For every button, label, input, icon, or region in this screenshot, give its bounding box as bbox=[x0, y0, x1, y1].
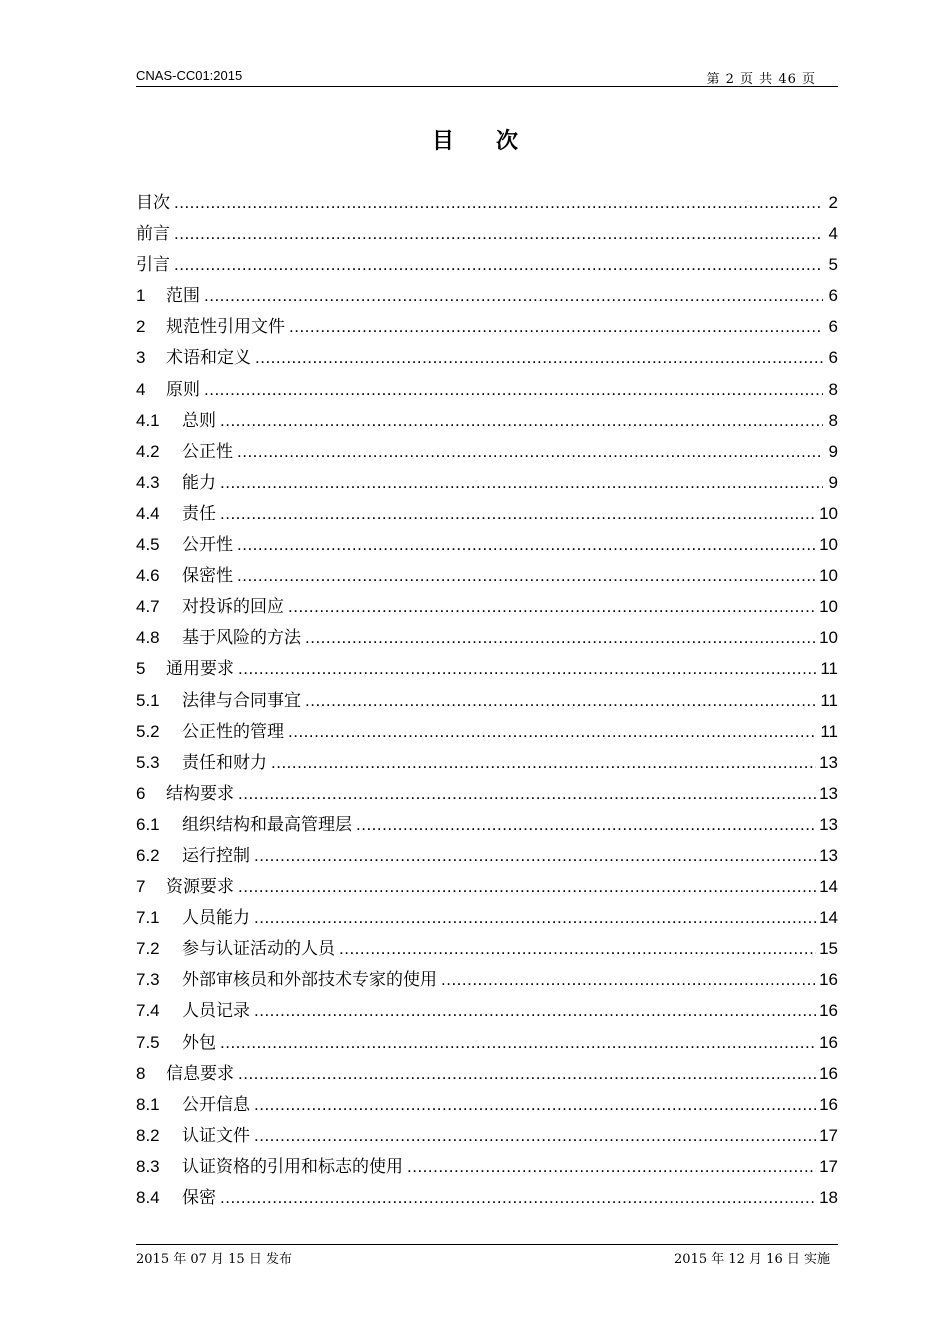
toc-entry-number: 4.3 bbox=[136, 472, 160, 492]
toc-entry-number: 8 bbox=[136, 1063, 146, 1083]
toc-dot-leader bbox=[174, 187, 823, 218]
toc-entry-page: 6 bbox=[828, 348, 838, 368]
toc-entry[interactable] bbox=[136, 374, 838, 405]
toc-entry-title: 责任 bbox=[182, 503, 216, 524]
toc-entry-page: 18 bbox=[819, 1188, 838, 1207]
toc-entry-number: 5.3 bbox=[136, 752, 160, 772]
page-header bbox=[136, 66, 838, 87]
publish-date: 2015 年 07 月 15 日 发布 bbox=[136, 1252, 292, 1267]
toc-entry[interactable] bbox=[136, 1182, 838, 1213]
toc-entry-number: 6.2 bbox=[136, 845, 160, 865]
toc-entry-title: 认证文件 bbox=[182, 1125, 250, 1146]
toc-entry-number: 5.2 bbox=[136, 721, 160, 741]
toc-entry[interactable] bbox=[136, 1058, 838, 1089]
toc-entry-page: 11 bbox=[820, 721, 838, 741]
toc-entry-number: 7.1 bbox=[136, 908, 160, 928]
toc-entry[interactable] bbox=[136, 1120, 838, 1151]
toc-entry-title: 人员记录 bbox=[182, 1001, 250, 1022]
toc-entry-number: 4.5 bbox=[136, 535, 160, 555]
toc-entry-title: 保密性 bbox=[182, 566, 233, 587]
toc-entry-title: 运行控制 bbox=[182, 845, 250, 866]
toc-entry-page: 8 bbox=[828, 379, 838, 399]
toc-entry[interactable] bbox=[136, 591, 838, 622]
toc-entry-number: 6.1 bbox=[136, 814, 160, 834]
toc-entry[interactable] bbox=[136, 809, 838, 840]
toc-entry-title: 法律与合同事宜 bbox=[182, 690, 301, 711]
toc-entry-title: 信息要求 bbox=[166, 1063, 234, 1084]
toc-entry[interactable] bbox=[136, 995, 838, 1026]
toc-dot-leader bbox=[220, 1182, 816, 1213]
toc-entry-page: 9 bbox=[828, 441, 838, 461]
toc-entry-number: 7.4 bbox=[136, 1001, 160, 1021]
toc-dot-leader bbox=[238, 653, 817, 684]
implement-date: 2015 年 12 月 16 日 实施 bbox=[674, 1252, 830, 1267]
page-footer bbox=[136, 1244, 838, 1269]
toc-dot-leader bbox=[204, 280, 823, 311]
toc-entry[interactable] bbox=[136, 685, 838, 716]
toc-entry-number: 4.8 bbox=[136, 628, 160, 648]
toc-dot-leader bbox=[441, 964, 816, 995]
toc-dot-leader bbox=[220, 1027, 816, 1058]
toc-dot-leader bbox=[407, 1151, 816, 1182]
document-code: CNAS-CC01:2015 bbox=[136, 68, 243, 83]
toc-entry-number: 5.1 bbox=[136, 690, 160, 710]
page-title: 目次 bbox=[431, 128, 560, 154]
toc-entry[interactable] bbox=[136, 560, 838, 591]
toc-entry-page: 17 bbox=[819, 1125, 838, 1145]
toc-entry[interactable] bbox=[136, 342, 838, 373]
toc-entry[interactable] bbox=[136, 902, 838, 933]
toc-entry-page: 9 bbox=[828, 472, 838, 492]
toc-entry-title: 外部审核员和外部技术专家的使用 bbox=[182, 970, 437, 991]
toc-dot-leader bbox=[305, 622, 816, 653]
toc-entry[interactable] bbox=[136, 311, 838, 342]
toc-entry[interactable] bbox=[136, 467, 838, 498]
toc-entry-title: 外包 bbox=[182, 1032, 216, 1053]
toc-entry-page: 16 bbox=[819, 1001, 838, 1021]
toc-entry[interactable] bbox=[136, 622, 838, 653]
toc-entry-title: 公正性的管理 bbox=[182, 721, 284, 742]
toc-dot-leader bbox=[238, 1058, 816, 1089]
toc-entry-number: 8.4 bbox=[136, 1188, 160, 1207]
toc-entry[interactable] bbox=[136, 498, 838, 529]
toc-dot-leader bbox=[254, 995, 816, 1026]
toc-dot-leader bbox=[174, 249, 823, 280]
toc-dot-leader bbox=[254, 1120, 816, 1151]
toc-dot-leader bbox=[254, 1089, 816, 1120]
toc-entry-title: 资源要求 bbox=[166, 877, 234, 898]
toc-dot-leader bbox=[254, 840, 816, 871]
toc-entry-title: 引言 bbox=[136, 255, 170, 276]
toc-entry-number: 1 bbox=[136, 286, 146, 306]
toc-entry[interactable] bbox=[136, 1027, 838, 1058]
toc-entry-number: 4.2 bbox=[136, 441, 160, 461]
toc-entry-title: 公开性 bbox=[182, 535, 233, 556]
toc-entry-title: 总则 bbox=[182, 410, 216, 431]
toc-entry-title: 范围 bbox=[166, 286, 200, 307]
toc-dot-leader bbox=[289, 311, 823, 342]
toc-entry[interactable] bbox=[136, 187, 838, 218]
toc-dot-leader bbox=[288, 591, 816, 622]
toc-entry[interactable] bbox=[136, 249, 838, 280]
toc-entry-number: 8.2 bbox=[136, 1125, 160, 1145]
toc-entry-title: 责任和财力 bbox=[182, 752, 267, 773]
toc-entry-number: 5 bbox=[136, 659, 146, 679]
toc-entry-page: 5 bbox=[828, 255, 838, 275]
toc-entry-title: 原则 bbox=[166, 379, 200, 400]
toc-entry-number: 7 bbox=[136, 877, 146, 897]
toc-entry-page: 4 bbox=[828, 224, 838, 244]
toc-entry-title: 基于风险的方法 bbox=[182, 628, 301, 649]
toc-entry-title: 公正性 bbox=[182, 441, 233, 462]
toc-dot-leader bbox=[237, 436, 823, 467]
toc-dot-leader bbox=[237, 529, 816, 560]
toc-entry-page: 10 bbox=[819, 535, 838, 555]
toc-entry-number: 4.7 bbox=[136, 597, 160, 617]
toc-entry[interactable] bbox=[136, 964, 838, 995]
toc-dot-leader bbox=[204, 374, 823, 405]
toc-entry-title: 参与认证活动的人员 bbox=[182, 939, 335, 960]
toc-entry-number: 2 bbox=[136, 317, 146, 337]
toc-dot-leader bbox=[238, 778, 816, 809]
toc-entry-number: 3 bbox=[136, 348, 146, 368]
toc-dot-leader bbox=[220, 405, 823, 436]
toc-entry-page: 10 bbox=[819, 566, 838, 586]
toc-entry-page: 17 bbox=[819, 1156, 838, 1176]
toc-entry-title: 认证资格的引用和标志的使用 bbox=[182, 1156, 403, 1177]
toc-entry-page: 14 bbox=[819, 877, 838, 897]
toc-entry-page: 10 bbox=[819, 503, 838, 523]
toc-entry-page: 13 bbox=[819, 845, 838, 865]
toc-entry-number: 6 bbox=[136, 783, 146, 803]
toc-entry-title: 规范性引用文件 bbox=[166, 317, 285, 338]
toc-dot-leader bbox=[356, 809, 816, 840]
toc-entry-page: 13 bbox=[819, 814, 838, 834]
toc-entry[interactable] bbox=[136, 871, 838, 902]
toc-entry-title: 人员能力 bbox=[182, 908, 250, 929]
toc-entry-number: 7.2 bbox=[136, 939, 160, 959]
toc-entry-number: 7.3 bbox=[136, 970, 160, 990]
toc-entry[interactable] bbox=[136, 1089, 838, 1120]
toc-entry-page: 6 bbox=[828, 317, 838, 337]
toc-entry-number: 8.1 bbox=[136, 1094, 160, 1114]
toc-entry-title: 前言 bbox=[136, 224, 170, 245]
page-number-info: 第 2 页 共 46 页 bbox=[706, 72, 816, 87]
toc-entry-title: 保密 bbox=[182, 1188, 216, 1208]
toc-entry-page: 6 bbox=[828, 286, 838, 306]
toc-entry-title: 结构要求 bbox=[166, 783, 234, 804]
toc-entry[interactable] bbox=[136, 653, 838, 684]
toc-dot-leader bbox=[237, 560, 816, 591]
toc-entry-page: 16 bbox=[819, 970, 838, 990]
toc-entry-number: 4.6 bbox=[136, 566, 160, 586]
toc-entry-number: 4.4 bbox=[136, 503, 160, 523]
toc-entry[interactable] bbox=[136, 933, 838, 964]
toc-entry-number: 4.1 bbox=[136, 410, 160, 430]
toc-dot-leader bbox=[238, 871, 816, 902]
toc-entry[interactable] bbox=[136, 1151, 838, 1182]
toc-entry[interactable] bbox=[136, 280, 838, 311]
toc-entry-page: 10 bbox=[819, 628, 838, 648]
toc-entry-page: 16 bbox=[819, 1063, 838, 1083]
toc-entry-page: 13 bbox=[819, 752, 838, 772]
toc-entry-page: 11 bbox=[820, 690, 838, 710]
toc-entry-page: 16 bbox=[819, 1032, 838, 1052]
toc-entry-page: 10 bbox=[819, 597, 838, 617]
toc-entry-number: 7.5 bbox=[136, 1032, 160, 1052]
toc-entry-title: 对投诉的回应 bbox=[182, 597, 284, 618]
toc-dot-leader bbox=[339, 933, 816, 964]
toc-dot-leader bbox=[255, 342, 823, 373]
toc-entry[interactable] bbox=[136, 716, 838, 747]
toc-entry[interactable] bbox=[136, 218, 838, 249]
toc-entry-page: 8 bbox=[828, 410, 838, 430]
toc-entry[interactable] bbox=[136, 529, 838, 560]
toc-entry-number: 8.3 bbox=[136, 1156, 160, 1176]
toc-entry-title: 术语和定义 bbox=[166, 348, 251, 369]
toc-entry-title: 能力 bbox=[182, 472, 216, 493]
toc-dot-leader bbox=[174, 218, 823, 249]
toc-entry-page: 11 bbox=[820, 659, 838, 679]
toc-entry-title: 组织结构和最高管理层 bbox=[182, 814, 352, 835]
toc-entry-page: 2 bbox=[828, 193, 838, 212]
toc-entry-title: 通用要求 bbox=[166, 659, 234, 680]
toc-entry-page: 15 bbox=[819, 939, 838, 959]
toc-dot-leader bbox=[305, 685, 817, 716]
toc-dot-leader bbox=[254, 902, 816, 933]
toc-entry-page: 14 bbox=[819, 908, 838, 928]
toc-entry-title: 目次 bbox=[136, 193, 170, 213]
toc-entry-title: 公开信息 bbox=[182, 1094, 250, 1115]
toc-dot-leader bbox=[220, 498, 816, 529]
toc-entry[interactable] bbox=[136, 405, 838, 436]
toc-dot-leader bbox=[271, 747, 816, 778]
toc-entry-page: 13 bbox=[819, 783, 838, 803]
toc-dot-leader bbox=[220, 467, 823, 498]
toc-entry[interactable] bbox=[136, 778, 838, 809]
toc-dot-leader bbox=[288, 716, 817, 747]
toc-entry-number: 4 bbox=[136, 379, 146, 399]
toc-entry[interactable] bbox=[136, 436, 838, 467]
table-of-contents bbox=[136, 187, 838, 1213]
toc-entry[interactable] bbox=[136, 840, 838, 871]
toc-entry[interactable] bbox=[136, 747, 838, 778]
toc-entry-page: 16 bbox=[819, 1094, 838, 1114]
